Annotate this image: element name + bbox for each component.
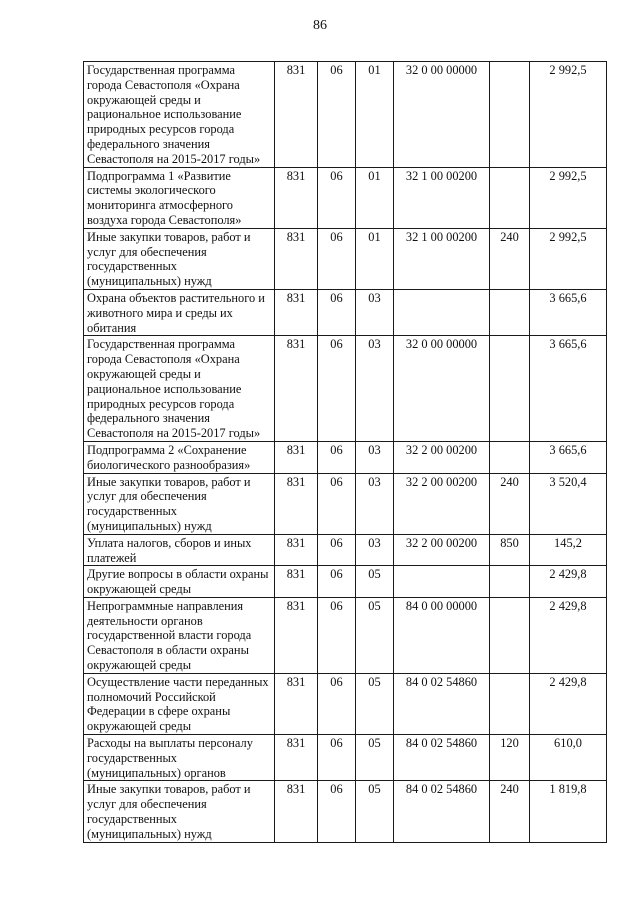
row-target-code-cell: 32 1 00 00200 [394, 228, 490, 289]
row-amount-cell: 3 665,6 [530, 289, 607, 335]
row-ved-cell: 831 [275, 534, 318, 566]
row-subsection-cell: 03 [356, 534, 394, 566]
row-section-cell: 06 [318, 781, 356, 842]
table-row [84, 566, 607, 598]
row-section-cell: 06 [318, 336, 356, 442]
row-name-cell: Государственная программа города Севастополя «Охрана окружающей среды и рациональное использование природных ресурсов города федерального значения Севастополя на 2015-2017 годы» [84, 336, 275, 442]
row-amount-cell: 2 992,5 [530, 228, 607, 289]
row-expense-type-cell [490, 336, 530, 442]
row-ved-cell: 831 [275, 673, 318, 734]
row-expense-type-cell [490, 597, 530, 673]
row-name-cell: Уплата налогов, сборов и иных платежей [84, 534, 275, 566]
table-row [84, 62, 607, 168]
row-section-cell: 06 [318, 534, 356, 566]
table-row [84, 597, 607, 673]
row-target-code-cell [394, 566, 490, 598]
row-expense-type-cell [490, 441, 530, 473]
table-row [84, 228, 607, 289]
row-amount-cell: 2 429,8 [530, 673, 607, 734]
row-target-code-cell: 32 0 00 00000 [394, 336, 490, 442]
row-ved-cell: 831 [275, 473, 318, 534]
row-amount-cell: 2 429,8 [530, 566, 607, 598]
row-expense-type-cell [490, 167, 530, 228]
row-expense-type-cell [490, 62, 530, 168]
row-amount-cell: 3 520,4 [530, 473, 607, 534]
row-amount-cell: 2 429,8 [530, 597, 607, 673]
row-section-cell: 06 [318, 597, 356, 673]
row-target-code-cell: 32 0 00 00000 [394, 62, 490, 168]
row-name-cell: Расходы на выплаты персоналу государственных (муниципальных) органов [84, 735, 275, 781]
table-body [84, 62, 607, 843]
row-name-cell: Подпрограмма 1 «Развитие системы экологического мониторинга атмосферного воздуха города Севастополя» [84, 167, 275, 228]
row-subsection-cell: 05 [356, 597, 394, 673]
row-ved-cell: 831 [275, 289, 318, 335]
row-subsection-cell: 05 [356, 566, 394, 598]
row-target-code-cell [394, 289, 490, 335]
row-subsection-cell: 05 [356, 781, 394, 842]
budget-table [83, 61, 607, 843]
row-expense-type-cell: 850 [490, 534, 530, 566]
table-row [84, 735, 607, 781]
table-row [84, 673, 607, 734]
row-subsection-cell: 01 [356, 167, 394, 228]
row-section-cell: 06 [318, 62, 356, 168]
table-row [84, 473, 607, 534]
row-subsection-cell: 01 [356, 228, 394, 289]
row-amount-cell: 145,2 [530, 534, 607, 566]
row-name-cell: Государственная программа города Севастополя «Охрана окружающей среды и рациональное использование природных ресурсов города федерального значения Севастополя на 2015-2017 годы» [84, 62, 275, 168]
row-ved-cell: 831 [275, 566, 318, 598]
row-target-code-cell: 32 2 00 00200 [394, 473, 490, 534]
row-ved-cell: 831 [275, 781, 318, 842]
row-name-cell: Осуществление части переданных полномочий Российской Федерации в сфере охраны окружающей среды [84, 673, 275, 734]
row-section-cell: 06 [318, 228, 356, 289]
row-name-cell: Иные закупки товаров, работ и услуг для обеспечения государственных (муниципальных) нужд [84, 473, 275, 534]
row-name-cell: Охрана объектов растительного и животного мира и среды их обитания [84, 289, 275, 335]
row-section-cell: 06 [318, 289, 356, 335]
table-row [84, 336, 607, 442]
row-subsection-cell: 01 [356, 62, 394, 168]
row-section-cell: 06 [318, 673, 356, 734]
table-row [84, 781, 607, 842]
row-target-code-cell: 32 1 00 00200 [394, 167, 490, 228]
row-target-code-cell: 32 2 00 00200 [394, 441, 490, 473]
row-expense-type-cell: 240 [490, 781, 530, 842]
row-target-code-cell: 84 0 02 54860 [394, 781, 490, 842]
row-name-cell: Подпрограмма 2 «Сохранение биологического разнообразия» [84, 441, 275, 473]
row-amount-cell: 2 992,5 [530, 62, 607, 168]
table-row [84, 167, 607, 228]
row-expense-type-cell: 240 [490, 228, 530, 289]
row-amount-cell: 1 819,8 [530, 781, 607, 842]
row-ved-cell: 831 [275, 735, 318, 781]
row-expense-type-cell: 240 [490, 473, 530, 534]
row-subsection-cell: 03 [356, 336, 394, 442]
row-ved-cell: 831 [275, 167, 318, 228]
row-amount-cell: 610,0 [530, 735, 607, 781]
row-amount-cell: 2 992,5 [530, 167, 607, 228]
row-subsection-cell: 03 [356, 473, 394, 534]
row-ved-cell: 831 [275, 228, 318, 289]
row-name-cell: Иные закупки товаров, работ и услуг для обеспечения государственных (муниципальных) нужд [84, 228, 275, 289]
table-row [84, 534, 607, 566]
row-expense-type-cell [490, 673, 530, 734]
row-name-cell: Другие вопросы в области охраны окружающей среды [84, 566, 275, 598]
row-name-cell: Непрограммные направления деятельности органов государственной власти города Севастополя в области охраны окружающей среды [84, 597, 275, 673]
page-number: 86 [313, 18, 327, 33]
row-ved-cell: 831 [275, 336, 318, 442]
row-target-code-cell: 32 2 00 00200 [394, 534, 490, 566]
row-subsection-cell: 05 [356, 673, 394, 734]
table-row [84, 441, 607, 473]
row-ved-cell: 831 [275, 597, 318, 673]
row-target-code-cell: 84 0 02 54860 [394, 735, 490, 781]
row-subsection-cell: 05 [356, 735, 394, 781]
row-amount-cell: 3 665,6 [530, 441, 607, 473]
row-section-cell: 06 [318, 441, 356, 473]
row-target-code-cell: 84 0 02 54860 [394, 673, 490, 734]
row-expense-type-cell [490, 566, 530, 598]
row-target-code-cell: 84 0 00 00000 [394, 597, 490, 673]
row-section-cell: 06 [318, 566, 356, 598]
row-expense-type-cell: 120 [490, 735, 530, 781]
row-section-cell: 06 [318, 735, 356, 781]
row-amount-cell: 3 665,6 [530, 336, 607, 442]
table-row [84, 289, 607, 335]
row-section-cell: 06 [318, 167, 356, 228]
row-subsection-cell: 03 [356, 289, 394, 335]
row-name-cell: Иные закупки товаров, работ и услуг для обеспечения государственных (муниципальных) нужд [84, 781, 275, 842]
row-ved-cell: 831 [275, 62, 318, 168]
row-expense-type-cell [490, 289, 530, 335]
row-subsection-cell: 03 [356, 441, 394, 473]
row-ved-cell: 831 [275, 441, 318, 473]
row-section-cell: 06 [318, 473, 356, 534]
